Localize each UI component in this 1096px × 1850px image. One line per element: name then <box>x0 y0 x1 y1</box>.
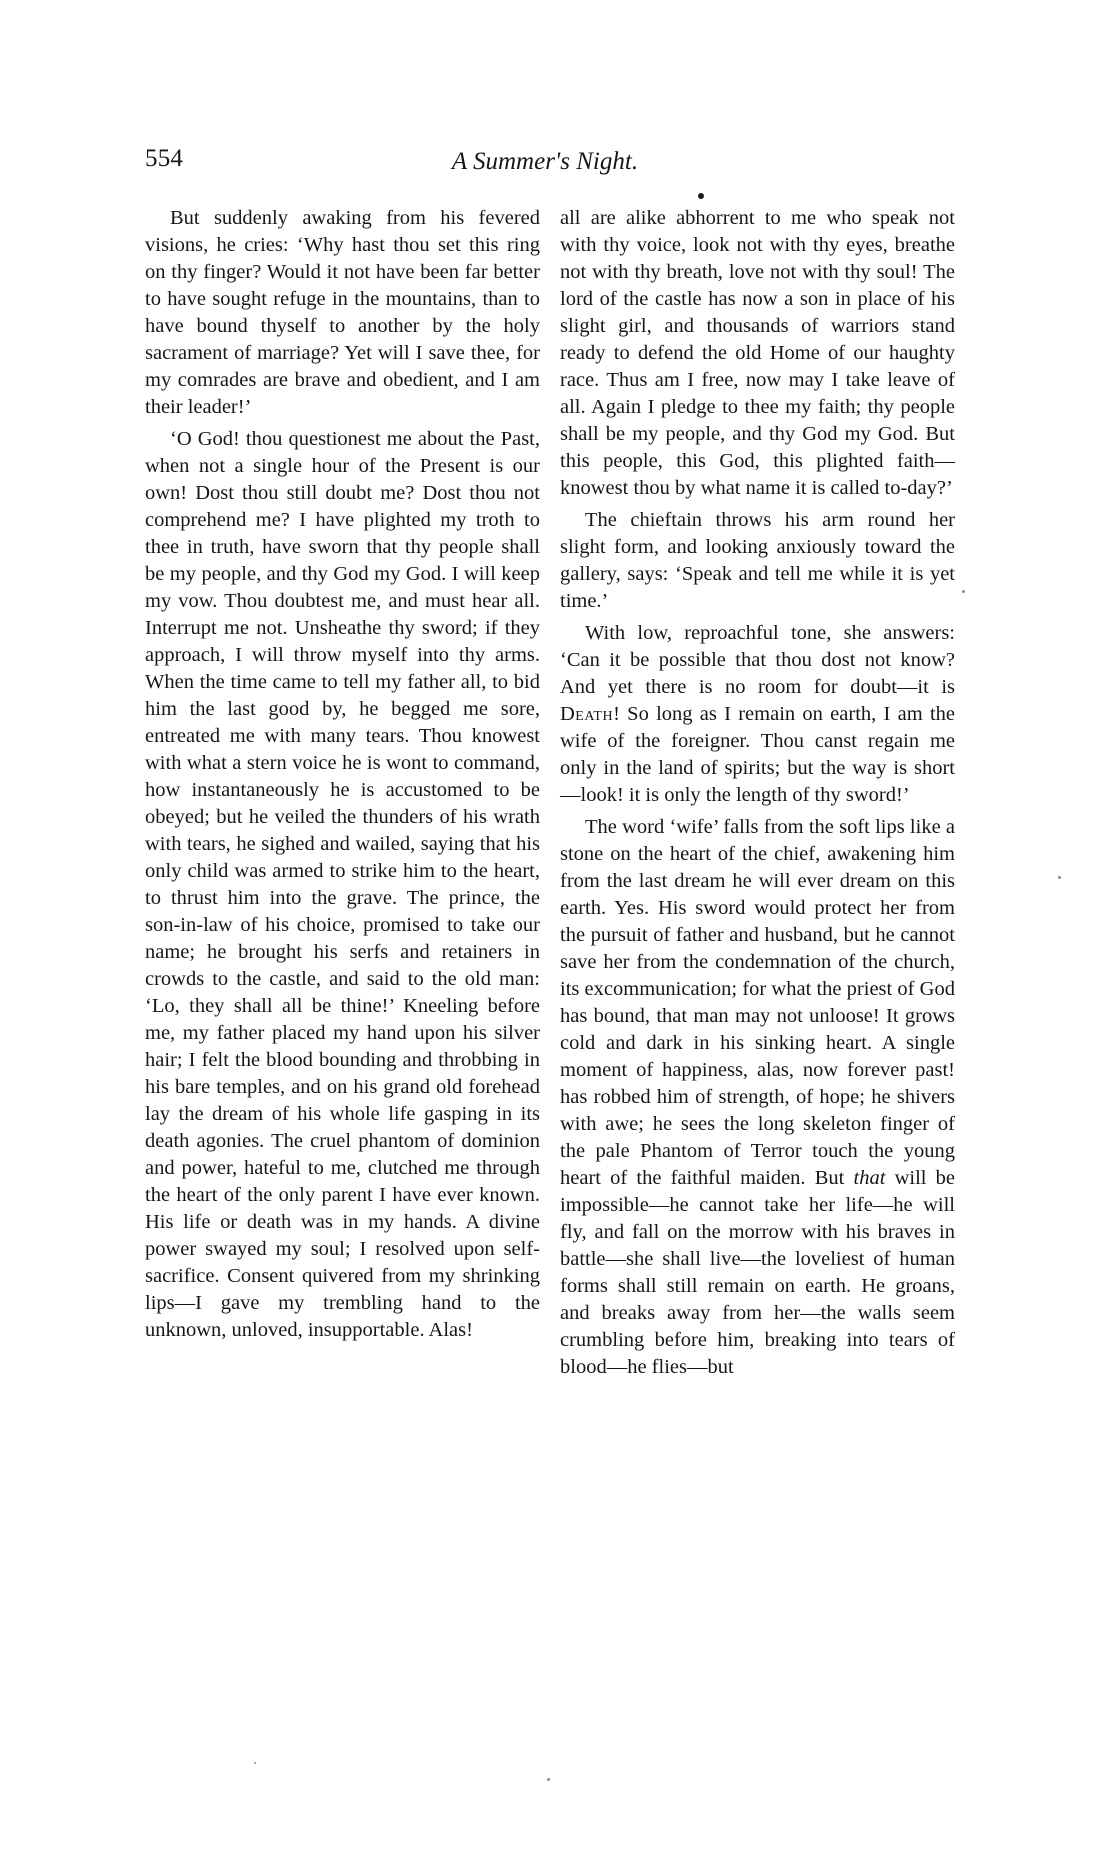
page-number: 554 <box>145 145 184 172</box>
scan-speck <box>962 590 965 593</box>
italic-word: that <box>853 1167 886 1189</box>
paragraph <box>560 620 955 809</box>
text-run: ! So long as I remain on earth, I am the wife of the foreigner. Thou canst regain me only in the land of spirits; but the way is short—look! it is only the length of thy sword!’ <box>560 703 955 806</box>
paragraph: The chieftain throws his arm round her slight form, and looking anxiously toward the gallery, says: ‘Speak and tell me while it is yet time.’ <box>560 509 955 612</box>
paragraph <box>560 814 955 1381</box>
paragraph: But suddenly awaking from his fevered visions, he cries: ‘Why hast thou set this ring on thy finger? Would it not have been far better to have sought refuge in the mountains, than to have bound thyself to another by the holy sacrament of marriage? Yet will I save thee, for my comrades are brave and obedient, and I am their leader!’ <box>145 207 540 418</box>
scan-speck <box>547 1778 550 1781</box>
left-column <box>145 205 540 1349</box>
text-run: will be impossible—he cannot take her life—he will fly, and fall on the morrow with his braves in battle—she shall live—the loveliest of human forms shall still remain on earth. He groans, and breaks away from her—the walls seem crumbling before him, breaking into tears of blood—he flies—but <box>560 1167 955 1378</box>
scan-speck <box>254 1762 256 1764</box>
continued-paragraph: all are alike abhorrent to me who speak not with thy voice, look not with thy eyes, breathe not with thy breath, love not with thy soul! The lord of the castle has now a son in place of his slight girl, and thousands of warriors stand ready to defend the old Home of our haughty race. Thus am I free, now may I take leave of all. Again I pledge to thee my faith; thy people shall be my people, and thy God my God. But this people, this God, this plighted faith—knowest thou by what name it is called to-day?’ <box>560 207 955 499</box>
right-column <box>560 205 955 1386</box>
small-caps-word: Death <box>560 703 614 725</box>
page-header <box>145 145 945 195</box>
scan-speck <box>698 193 704 199</box>
text-run: The word ‘wife’ falls from the soft lips like a stone on the heart of the chief, awakening him from the last dream he will ever dream on this earth. Yes. His sword would protect her from the pursuit of father and husband, but he cannot save her from the condemnation of the church, its excommunication; for what the priest of God has bound, that man may not unloose! It grows cold and dark in his sinking heart. A single moment of happiness, alas, now forever past! has robbed him of strength, of hope; he shivers with awe; he sees the long skeleton finger of the pale Phantom of Terror touch the young heart of the faithful maiden. But <box>560 816 955 1189</box>
text-run: With low, reproachful tone, she answers: ‘Can it be possible that thou dost not know? And yet there is no room for doubt—it is <box>560 622 955 698</box>
running-title: A Summer's Night. <box>451 148 639 175</box>
paragraph: ‘O God! thou questionest me about the Past, when not a single hour of the Present is our own! Dost thou still doubt me? Dost thou not comprehend me? I have plighted my troth to thee in truth, have sworn that thy people shall be my people, and thy God my God. I will keep my vow. Thou doubtest me, and must hear all. Interrupt me not. Unsheathe thy sword; if they approach, I will throw myself into thy arms. When the time came to tell my father all, to bid him the last good by, he begged me sore, entreated me with many tears. Thou knowest with what a stern voice he is wont to command, how instantaneously he is accustomed to be obeyed; but he veiled the thunders of his wrath with tears, he sighed and wailed, saying that his only child was armed to strike him to the heart, to thrust him into the grave. The prince, the son-in-law of his choice, promised to take our name; he brought his serfs and retainers in crowds to the castle, and said to the old man: ‘Lo, they shall all be thine!’ Kneeling before me, my father placed my hand upon his silver hair; I felt the blood bounding and throbbing in his bare temples, and on his grand old forehead lay the dream of his whole life gasping in its death agonies. The cruel phantom of dominion and power, hateful to me, clutched me through the heart of the only parent I have ever known. His life or death was in my hands. A divine power swayed my soul; I resolved upon self-sacrifice. Consent quivered from my shrinking lips—I gave my trembling hand to the unknown, unloved, insupportable. Alas! <box>145 428 540 1341</box>
scan-speck <box>1058 876 1061 879</box>
